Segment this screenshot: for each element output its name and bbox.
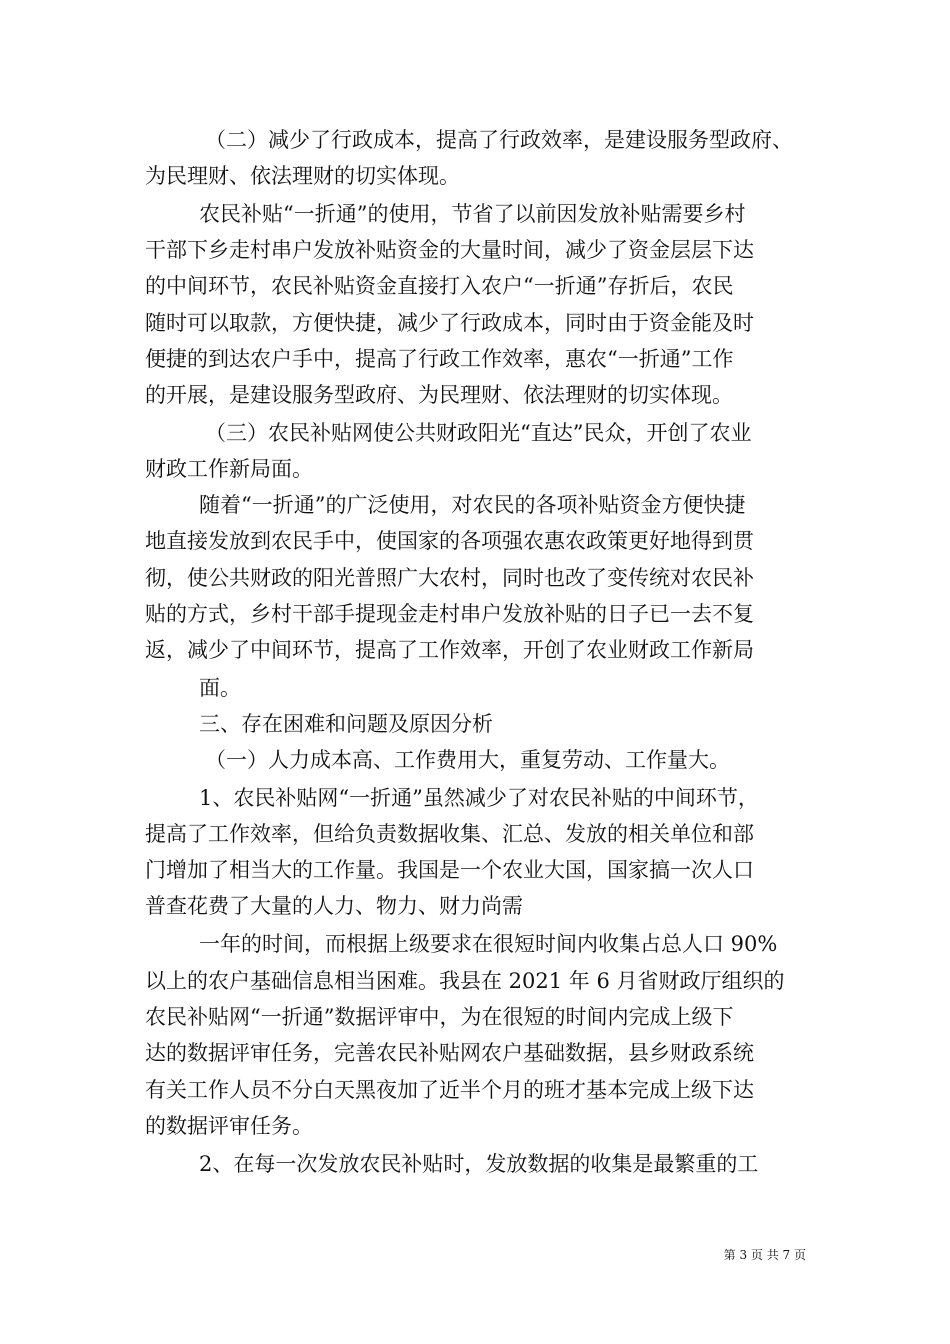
text-line: 的数据评审任务。: [145, 1114, 313, 1138]
text-line: 普查花费了大量的人力、物力、财力尚需: [145, 894, 523, 918]
text-line: 贴的方式，乡村干部手提现金走村串户发放补贴的日子已一去不复: [145, 602, 754, 626]
text-line: 有关工作人员不分白天黑夜加了近半个月的班才基本完成上级下达: [145, 1078, 754, 1102]
text-line: 面。: [199, 676, 241, 700]
section-heading: 三、存在困难和问题及原因分析: [199, 712, 493, 736]
page-number-footer: 第 3 页 共 7 页: [723, 1248, 806, 1262]
text-line: 随时可以取款，方便快捷，减少了行政成本，同时由于资金能及时: [145, 311, 754, 335]
text-line: 返，减少了中间环节，提高了工作效率，开创了农业财政工作新局: [145, 638, 754, 662]
text-line: 2、在每一次发放农民补贴时，发放数据的收集是最繁重的工: [199, 1152, 759, 1176]
text-line: 彻，使公共财政的阳光普照广大农村，同时也改了变传统对农民补: [145, 566, 754, 590]
section-heading: 财政工作新局面。: [145, 457, 313, 481]
text-line: 地直接发放到农民手中，使国家的各项强农惠农政策更好地得到贯: [145, 529, 754, 553]
text-line: 提高了工作效率，但给负责数据收集、汇总、发放的相关单位和部: [145, 822, 754, 846]
text-line: 以上的农户基础信息相当困难。我县在 2021 年 6 月省财政厅组织的: [145, 969, 785, 993]
text-line: 1、农民补贴网“一折通”虽然减少了对农民补贴的中间环节，: [199, 786, 759, 810]
text-line: 随着“一折通”的广泛使用，对农民的各项补贴资金方便快捷: [199, 493, 746, 517]
text-line: 农民补贴网“一折通”数据评审中，为在很短的时间内完成上级下: [145, 1005, 734, 1029]
text-line: （二）减少了行政成本，提高了行政效率，是建设服务型政府、: [205, 128, 793, 152]
text-line: 的开展，是建设服务型政府、为民理财、依法理财的切实体现。: [145, 383, 733, 407]
text-line: 便捷的到达农户手中，提高了行政工作效率，惠农“一折通”工作: [145, 347, 734, 371]
text-line: 达的数据评审任务，完善农民补贴网农户基础数据，县乡财政系统: [145, 1041, 754, 1065]
text-line: 一年的时间，而根据上级要求在很短时间内收集占总人口 90%: [199, 932, 778, 956]
section-heading: （一）人力成本高、工作费用大，重复劳动、工作量大。: [205, 748, 730, 772]
text-line: 为民理财、依法理财的切实体现。: [145, 164, 460, 188]
text-line: 农民补贴“一折通”的使用，节省了以前因发放补贴需要乡村: [199, 202, 746, 226]
text-line: 的中间环节，农民补贴资金直接打入农户“一折通”存折后，农民: [145, 274, 734, 298]
section-heading: （三）农民补贴网使公共财政阳光“直达”民众，开创了农业: [205, 421, 752, 445]
text-line: 门增加了相当大的工作量。我国是一个农业大国，国家搞一次人口: [145, 858, 754, 882]
text-line: 干部下乡走村串户发放补贴资金的大量时间，减少了资金层层下达: [145, 238, 754, 262]
